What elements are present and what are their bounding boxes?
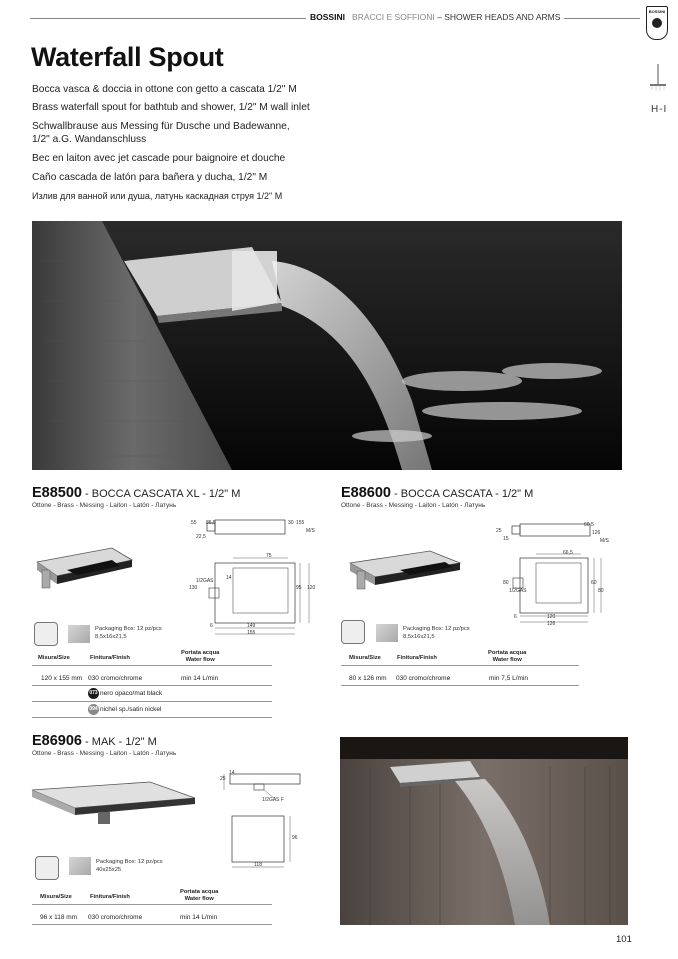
dim-label: 15	[503, 536, 509, 542]
dim-label: 120	[307, 585, 316, 591]
installation-photo	[340, 737, 628, 925]
finish-label: nichel sp./satin nickel	[100, 706, 162, 713]
column-size: Misura/Size	[349, 655, 381, 661]
column-flow	[180, 889, 218, 903]
dim-label: 66,5	[563, 550, 573, 556]
header-separator: –	[437, 12, 442, 22]
waterfall-jet-icon	[341, 620, 365, 644]
waterfall-jet-icon	[34, 622, 58, 646]
finish-value: 030 cromo/chrome	[88, 914, 143, 921]
dim-label: 25	[220, 776, 226, 782]
dim-label: 1/2GAS	[509, 588, 527, 594]
table-rule	[32, 685, 272, 686]
dim-label: M/S	[600, 538, 609, 544]
table-rule	[341, 665, 579, 666]
flow-value: min 14 L/min	[181, 675, 219, 682]
hero-photo	[32, 221, 622, 470]
dim-label: 96	[292, 835, 298, 841]
dim-label: 155	[296, 520, 305, 526]
column-finish: Finitura/Finish	[397, 655, 437, 661]
dim-label: 80	[503, 580, 509, 586]
product-title-e88500	[32, 485, 240, 501]
dim-label: 60,5	[584, 522, 594, 528]
column-finish: Finitura/Finish	[90, 655, 130, 661]
product-code: E88500	[32, 485, 82, 501]
packaging-box-icon	[69, 857, 91, 875]
packaging-quantity: Packaging Box: 12 pz/pcs	[95, 626, 162, 632]
product-code: E86906	[32, 733, 82, 749]
column-flow	[181, 650, 219, 664]
packaging-dimensions: 8,5x16x21,5	[403, 634, 435, 640]
product-materials: Ottone - Brass - Messing - Laiton - Latón - Латунь	[32, 502, 177, 509]
section-code: H-I	[651, 104, 668, 115]
column-finish: Finitura/Finish	[90, 894, 130, 900]
dim-label: 14	[229, 770, 235, 776]
dim-label: 130	[189, 585, 198, 591]
page-number: 101	[616, 934, 632, 945]
brand-logo-text: BOSSINI	[648, 9, 666, 14]
dim-label: 6	[210, 623, 213, 629]
product-image-e88500	[32, 540, 142, 595]
dim-label: 75	[266, 553, 272, 559]
product-materials: Ottone - Brass - Messing - Laiton - Latón - Латунь	[32, 750, 177, 757]
table-rule	[32, 904, 272, 905]
product-materials: Ottone - Brass - Messing - Laiton - Latón - Латунь	[341, 502, 486, 509]
dim-label: 126	[547, 621, 556, 627]
dim-label: 55	[191, 520, 197, 526]
packaging-dimensions: 8,5x16x21,5	[95, 634, 127, 640]
packaging-info	[95, 625, 162, 641]
finish-swatch-black: 073	[88, 688, 99, 699]
waterfall-jet-icon	[35, 856, 59, 880]
dim-label: 80	[598, 588, 604, 594]
dim-label: 30	[288, 520, 294, 526]
product-name: - MAK - 1/2" M	[82, 736, 157, 748]
table-rule	[32, 665, 272, 666]
column-flow-it: Portata acqua	[488, 650, 527, 656]
column-flow-it: Portata acqua	[181, 650, 220, 656]
description-de-2: 1/2" a.G. Wandanschluss	[32, 134, 147, 145]
dim-label: 60	[591, 580, 597, 586]
table-rule	[32, 701, 272, 702]
packaging-info	[403, 625, 470, 641]
table-rule	[32, 924, 272, 925]
dim-label: 118	[254, 862, 262, 868]
column-size: Misura/Size	[38, 655, 70, 661]
column-flow	[488, 650, 526, 664]
column-flow-en: Water flow	[185, 657, 215, 663]
dim-label: 22,5	[196, 534, 206, 540]
description-es: Caño cascada de latón para bañera y ducha, 1/2" M	[32, 172, 268, 183]
dim-label: 85,5	[206, 520, 216, 526]
dim-label: 120	[547, 614, 556, 620]
dim-label: M/S	[306, 528, 315, 534]
packaging-box-icon	[68, 625, 90, 643]
product-title-e88600	[341, 485, 533, 501]
packaging-box-icon	[376, 624, 398, 642]
dim-label: 6	[514, 614, 517, 620]
size-value: 120 x 155 mm	[41, 675, 83, 682]
finish-swatch-nickel: 094	[88, 704, 99, 715]
dim-label: 1/2GAS	[196, 578, 214, 584]
dim-label: 149	[247, 623, 256, 629]
dim-label: 14	[226, 575, 232, 581]
dim-label: 126	[592, 530, 601, 536]
dim-label: 25	[496, 528, 502, 534]
dim-label: 95	[296, 585, 302, 591]
product-name: - BOCCA CASCATA XL - 1/2" M	[82, 488, 241, 500]
flow-value: min 7,5 L/min	[489, 675, 529, 682]
logo-mark-icon	[652, 18, 662, 28]
finish-label: nero opaco/mat black	[100, 690, 163, 697]
table-rule	[32, 717, 272, 718]
product-title-e86906	[32, 733, 157, 749]
header-category-it: BRACCI E SOFFIONI	[352, 12, 435, 22]
page-title: Waterfall Spout	[31, 42, 224, 72]
product-image-e88600	[345, 545, 470, 595]
table-rule	[341, 685, 579, 686]
packaging-quantity: Packaging Box: 12 pz/pcs	[403, 626, 470, 632]
shower-arm-icon	[648, 64, 668, 92]
description-de-1: Schwallbrause aus Messing für Dusche und Badewanne,	[32, 121, 290, 132]
column-flow-it: Portata acqua	[180, 889, 219, 895]
header-breadcrumb	[306, 12, 564, 22]
product-code: E88600	[341, 485, 391, 501]
dim-label: 1/2GAS F	[262, 797, 284, 803]
description-en: Brass waterfall spout for bathtub and shower, 1/2" M wall inlet	[32, 102, 310, 113]
product-image-e86906	[30, 778, 200, 828]
description-fr: Bec en laiton avec jet cascade pour baignoire et douche	[32, 153, 286, 164]
column-flow-en: Water flow	[492, 657, 522, 663]
description-ru: Излив для ванной или душа, латунь каскадная струя 1/2" M	[32, 191, 283, 201]
product-name: - BOCCA CASCATA - 1/2" M	[391, 488, 534, 500]
description-it: Bocca vasca & doccia in ottone con getto a cascata 1/2" M	[32, 84, 297, 95]
size-value: 80 x 126 mm	[349, 675, 387, 682]
size-value: 96 x 118 mm	[40, 914, 78, 921]
header-category-en: SHOWER HEADS AND ARMS	[444, 12, 561, 22]
packaging-quantity: Packaging Box: 12 pz/pcs	[96, 859, 163, 865]
column-flow-en: Water flow	[184, 896, 214, 902]
brand-logo	[646, 6, 668, 40]
packaging-info	[96, 858, 163, 874]
finish-value: 030 cromo/chrome	[88, 675, 143, 682]
dim-label: 155	[247, 630, 256, 636]
column-size: Misura/Size	[40, 894, 72, 900]
technical-drawing-e86906	[218, 768, 310, 873]
header-brand: BOSSINI	[310, 12, 345, 22]
finish-value: 030 cromo/chrome	[396, 675, 451, 682]
flow-value: min 14 L/min	[180, 914, 218, 921]
packaging-dimensions: 40x25x25	[96, 867, 122, 873]
